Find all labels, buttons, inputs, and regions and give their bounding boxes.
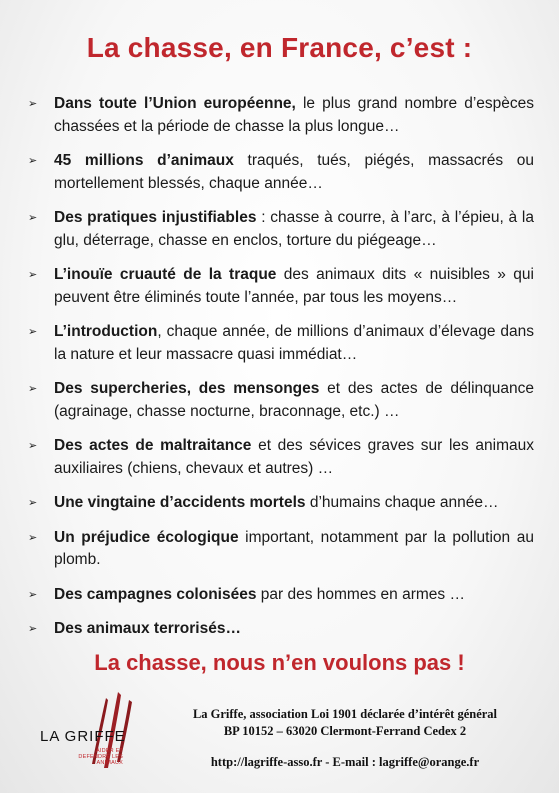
item-bold: Des campagnes colonisées	[54, 585, 257, 603]
footer-web-email: http://lagriffe-asso.fr - E-mail : lagriffe@orange.fr	[210, 755, 480, 769]
page-title: La chasse, en France, c’est :	[86, 32, 473, 63]
logo-tagline: AIDER ET DEFENDRE LES ANIMAUX	[78, 748, 123, 766]
arrow-bullet-icon: ➢	[28, 588, 38, 601]
list-item	[26, 584, 534, 607]
item-text: le plus grand nombre d’espèces chassées et la période de chasse la plus longue…	[54, 95, 534, 135]
item-text: traqués, tués, piégés, massacrés ou mortellement blessés, chaque année…	[54, 152, 534, 192]
item-text: : chasse à courre, à l’arc, à l’épieu, à la glu, déterrage, chasse en enclos, torture du piégeage…	[54, 209, 534, 249]
arrow-bullet-icon: ➢	[28, 269, 38, 281]
item-text: important, notamment par la pollution au plomb.	[54, 528, 534, 568]
item-text: et des actes de délinquance (agrainage, chasse nocturne, braconnage, etc.) …	[54, 380, 534, 420]
list-item	[26, 378, 534, 423]
item-bold: Une vingtaine d’accidents mortels	[54, 494, 306, 511]
item-bold: Dans toute l’Union européenne,	[54, 95, 296, 112]
item-bold: 45 millions d’animaux	[54, 152, 234, 169]
list-item	[26, 207, 534, 252]
item-text: par des hommes en armes …	[256, 585, 465, 603]
facts-list	[26, 93, 534, 653]
list-item	[26, 264, 534, 309]
slogan: La chasse, nous n’en voulons pas !	[94, 650, 465, 675]
footer-contact	[160, 706, 530, 771]
arrow-bullet-icon: ➢	[28, 155, 38, 167]
list-item	[26, 527, 534, 572]
item-bold: L’introduction	[54, 323, 158, 340]
arrow-bullet-icon: ➢	[28, 98, 38, 110]
list-item	[26, 618, 534, 641]
list-item	[26, 435, 534, 480]
item-bold: Des actes de maltraitance	[54, 437, 252, 454]
arrow-bullet-icon: ➢	[28, 440, 38, 452]
logo-name: LA GRIFFE	[40, 728, 126, 745]
item-bold: Des supercheries, des mensonges	[54, 380, 320, 397]
la-griffe-logo	[28, 690, 153, 770]
list-item	[26, 321, 534, 366]
item-text: et des sévices graves sur les animaux auxiliaires (chiens, chevaux et autres) …	[54, 437, 535, 477]
footer-association: La Griffe, association Loi 1901 déclarée d’intérêt général	[192, 707, 498, 721]
list-item	[26, 492, 534, 515]
arrow-bullet-icon: ➢	[28, 497, 38, 509]
arrow-bullet-icon: ➢	[28, 383, 38, 395]
arrow-bullet-icon: ➢	[28, 531, 38, 544]
item-text: d’humains chaque année…	[305, 494, 499, 511]
item-bold: Des animaux terrorisés…	[54, 620, 241, 637]
arrow-bullet-icon: ➢	[28, 326, 38, 338]
list-item	[26, 150, 534, 195]
footer-address: BP 10152 – 63020 Clermont-Ferrand Cedex 2	[223, 724, 467, 738]
item-bold: Des pratiques injustifiables	[54, 209, 257, 226]
arrow-bullet-icon: ➢	[28, 212, 38, 224]
list-item	[26, 93, 534, 138]
item-bold: L’inouïe cruauté de la traque	[54, 266, 277, 283]
arrow-bullet-icon: ➢	[28, 623, 38, 635]
item-text: , chaque année, de millions d’animaux d’élevage dans la nature et leur massacre quasi immédiat…	[54, 323, 534, 363]
item-bold: Un préjudice écologique	[54, 528, 239, 546]
item-text: des animaux dits « nuisibles » qui peuvent être éliminés toute l’année, par tous les moyens…	[54, 266, 534, 306]
